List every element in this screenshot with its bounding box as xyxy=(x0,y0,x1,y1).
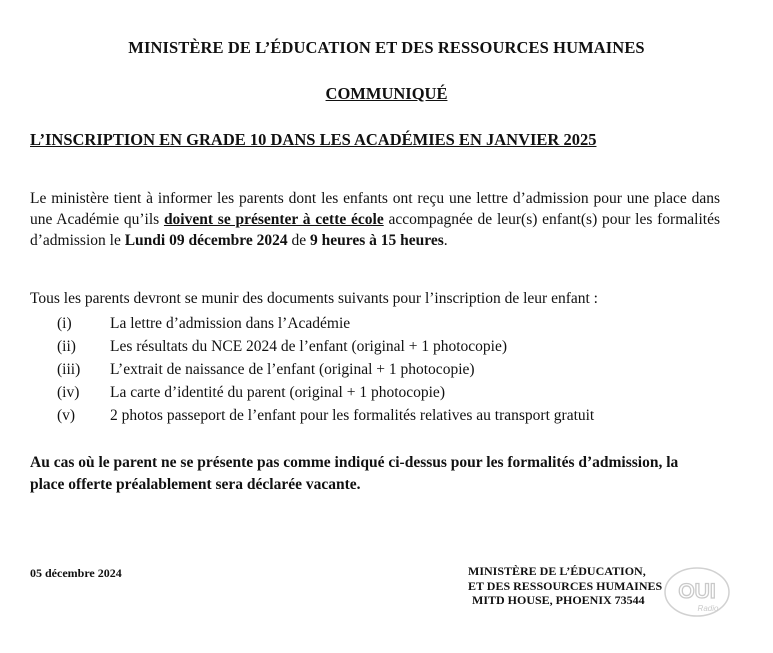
signature-line-1: MINISTÈRE DE L’ÉDUCATION, xyxy=(468,564,646,578)
list-item-number: (iii) xyxy=(57,361,81,378)
watermark-sub-text: Radio xyxy=(697,604,719,613)
list-item-number: (v) xyxy=(57,407,76,424)
info-paragraph xyxy=(30,188,720,251)
list-item-number: (i) xyxy=(57,315,72,332)
document-type-title: COMMUNIQUÉ xyxy=(325,84,448,103)
info-text-3: de xyxy=(287,232,311,249)
radio-watermark-logo xyxy=(658,563,736,621)
list-item-text: L’extrait de naissance de l’enfant (original + 1 photocopie) xyxy=(110,361,475,378)
info-text-1: Le ministère tient à informer les parents dont les enfants ont reçu une lettre d’admission pour une place dans une Académie qu’ils xyxy=(30,190,720,228)
info-emphasis: doivent se présenter à cette école xyxy=(163,211,384,228)
info-text-end: . xyxy=(443,232,448,249)
signature-line-2: ET DES RESSOURCES HUMAINES xyxy=(468,578,663,593)
warning-notice: Au cas où le parent ne se présente pas comme indiqué ci-dessus pour les formalités d’admission, la place offerte préalablement sera déclarée vacante. xyxy=(30,454,679,493)
signature-block xyxy=(468,564,662,608)
admission-hours: 9 heures à 15 heures xyxy=(310,232,444,249)
admission-date: Lundi 09 décembre 2024 xyxy=(124,232,288,249)
footer-date: 05 décembre 2024 xyxy=(30,566,122,580)
list-item-number: (ii) xyxy=(57,338,76,355)
list-item-number: (iv) xyxy=(57,384,80,401)
list-item-text: La carte d’identité du parent (original + 1 photocopie) xyxy=(110,384,445,401)
documents-intro: Tous les parents devront se munir des documents suivants pour l’inscription de leur enfant : xyxy=(30,290,598,307)
watermark-main-text: OUI xyxy=(678,580,716,603)
signature-line-3: MITD HOUSE, PHOENIX 73544 xyxy=(472,593,645,607)
info-text-2: accompagnée de leur(s) enfant(s) pour les formalités d’admission le xyxy=(30,211,720,249)
list-item-text: La lettre d’admission dans l’Académie xyxy=(110,315,351,332)
list-item-text: Les résultats du NCE 2024 de l’enfant (original + 1 photocopie) xyxy=(110,338,508,355)
subject-title: L’INSCRIPTION EN GRADE 10 DANS LES ACADÉMIES EN JANVIER 2025 xyxy=(30,130,597,149)
ministry-header: MINISTÈRE DE L’ÉDUCATION ET DES RESSOURCES HUMAINES xyxy=(128,38,645,57)
list-item-text: 2 photos passeport de l’enfant pour les formalités relatives au transport gratuit xyxy=(110,407,595,424)
